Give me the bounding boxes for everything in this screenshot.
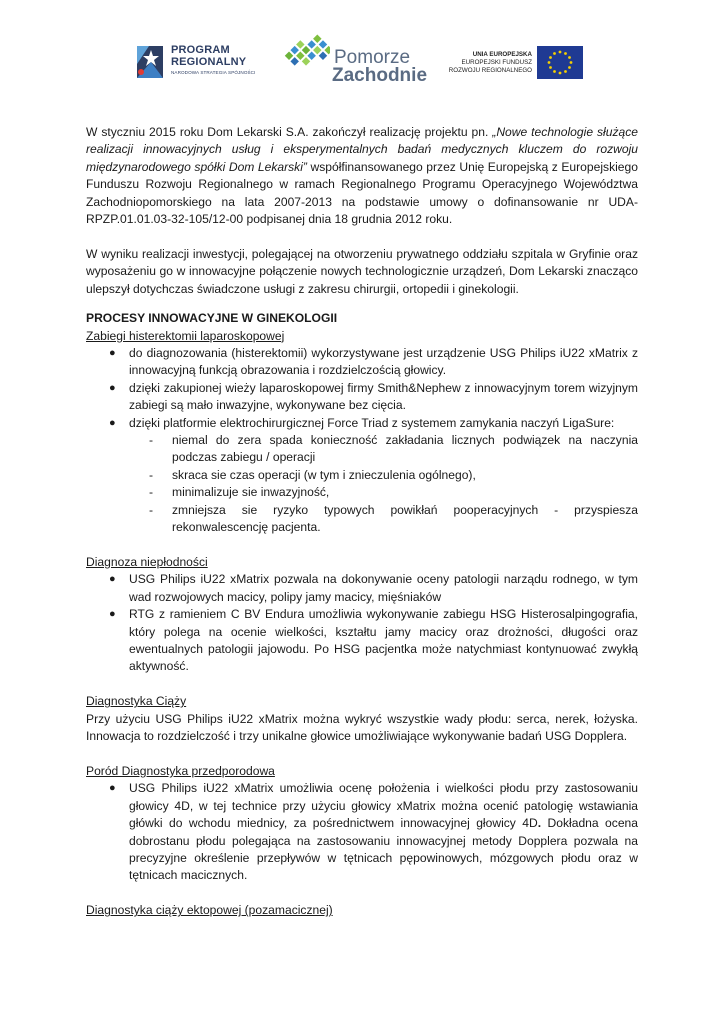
document-body [86,124,638,920]
list-item: - zmniejsza sie ryzyko typowych powikłań pooperacyjnych - przyspiesza rekonwalescencję pacjenta. [149,502,638,535]
list-item: ● dzięki platformie elektrochirurgicznej Force Triad z systemem zamykania naczyń LigaSure: [109,415,615,430]
ligasure-dash-list [86,432,638,536]
pomorze-zachodnie-mark-icon [282,30,330,90]
program-label: PROGRAM [171,44,230,56]
program-regionalny-mark-icon [135,44,165,80]
list-item: - minimalizuje sie inwazyjność, [149,485,330,500]
zachodnie-label: Zachodnie [332,65,428,86]
subsection-title-histerektomia: Zabiegi histerektomii laparoskopowej [86,328,285,343]
intro-paragraph-1 [86,124,638,228]
list-item: ● USG Philips iU22 xMatrix pozwala na dokonywanie oceny patologii narządu rodnego, w tym wad rozwojowych macicy, polipy jamy macicy, mięśniaków [109,572,638,604]
eu-label: UNIA EUROPEJSKA [472,51,532,58]
list-item: ● do diagnozowania (histerektomii) wykorzystywane jest urządzenie USG Philips iU22 xMatrix z innowacyjną funkcją obrazowania i rozdzielczością głowicy. [109,345,638,378]
regionalny-label: REGIONALNY [171,56,247,68]
porod-bullets [86,780,638,884]
subsection-title-ciaza: Diagnostyka Ciąży [86,694,187,709]
section-heading: PROCESY INNOWACYJNE W GINEKOLOGII [86,311,338,326]
list-item: - niemal do zera spada konieczność zakładania licznych podwiązek na naczynia podczas zabiegu / operacji [149,433,638,465]
ciaza-paragraph: Przy użyciu USG Philips iU22 xMatrix można wykryć wszystkie wady płodu: serca, nerek, łożyska. Innowacja to rozdzielczość i trzy unikalne głowice umożliwiające wykonywanie badań USG Dopplera. [86,711,638,744]
pomorze-label: Pomorze [334,47,411,68]
list-item: ● USG Philips iU22 xMatrix umożliwia ocenę położenia i wielkości płodu przy zastosowaniu głowicy 4D, w tej technice przy użyciu głowicy xMatrix można ocenić patologię wstawiania główki do wchodu miednicy, za pośrednictwem innowacyjnej głowicy 4D. Dokładna ocena dobrostanu płodu polegająca na zastosowaniu innowacyjnej metody Dopplera pozwala na precyzyjne określenie przepływów w tętnicach pępowinowych, mózgowych płodu oraz w tętnicach macicznych. [109,781,638,883]
histerektomia-bullets [86,345,638,432]
nieplodnosc-bullets [86,571,638,675]
list-item: - skraca sie czas operacji (w tym i znieczulenia ogólnego), [149,467,476,482]
list-item: ● dzięki zakupionej wieży laparoskopowej firmy Smith&Nephew z innowacyjnym torem wizyjnym zabiegi są mało inwazyjne, wykonywane bez cięcia. [109,380,638,413]
eu-text [434,51,532,75]
intro-paragraph-2: W wyniku realizacji inwestycji, polegającej na otworzeniu prywatnego oddziału szpitala w Gryfinie oraz wyposażeniu go w innowacyjne połączenie nowych technologicznie urządzeń, Dom Lekarski znacząco ulepszył dotychczas świadczone usługi z zakresu chirurgii, ortopedii i ginekologii. [86,246,638,296]
strategia-label: NARODOWA STRATEGIA SPÓJNOŚCI [171,70,256,75]
pomorze-zachodnie-logo [282,30,428,92]
intro-text-a: W styczniu 2015 roku Dom Lekarski S.A. zakończył realizację projektu pn. [86,125,493,139]
list-item: ● RTG z ramieniem C BV Endura umożliwia wykonywanie zabiegu HSG Histerosalpingografia, który polega na ocenie wielkości, kształtu jamy macicy oraz drożności, długości oraz ewentualnych patologii jajowodu. Po HSG pacjentka może natychmiast kontynuować zwykłą aktywność. [109,607,638,674]
subsection-title-ektopowa: Diagnostyka ciąży ektopowej (pozamacicznej) [86,903,333,918]
efrr-label-1: EUROPEJSKI FUNDUSZ [461,59,532,66]
project-title: „Nowe technologie służące realizacji innowacyjnych usług i eksperymentalnych badań medycznych kluczem do rozwoju międzynarodowego spółki Dom Lekarski” [86,125,638,174]
header-logos [130,28,590,94]
eu-logo [434,46,584,88]
subsection-title-nieplodnosc: Diagnoza niepłodności [86,554,208,569]
eu-flag-icon [537,46,583,79]
intro-text-b: współfinansowanego przez Unię Europejską z Europejskiego Funduszu Rozwoju Regionalnego w ramach Regionalnego Programu Operacyjnego Województwa Zachodniopomorskiego na lata 2007-2013 na podstawie umowy o dofinansowanie nr UDA-RPZP.01.01.03-32-105/12-00 podpisanej dnia 18 grudnia 2012 roku. [86,159,638,227]
program-regionalny-logo [135,42,265,90]
subsection-title-porod: Poród Diagnostyka przedporodowa [86,764,275,778]
efrr-label-2: ROZWOJU REGIONALNEGO [448,67,532,74]
